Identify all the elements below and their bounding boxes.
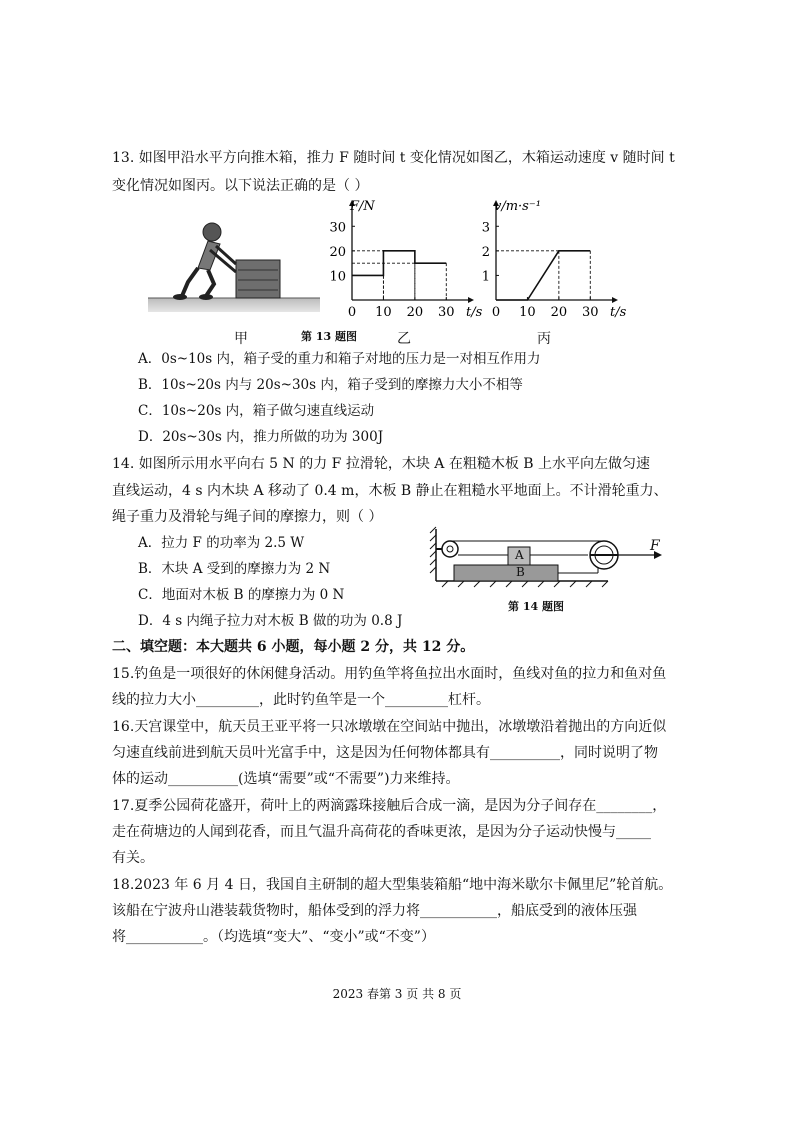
q14-label-force-f: F — [650, 538, 660, 554]
q13-option-a: A．0s~10s 内，箱子受的重力和箱子对地的压力是一对相互作用力 — [138, 351, 541, 367]
q13-chart-yi — [320, 199, 483, 322]
y-tick-label: 30 — [329, 220, 346, 236]
q17-line2: 走在荷塘边的人闻到花香，而且气温升高荷花的香味更浓，是因为分子运动快慢与_____ — [112, 824, 651, 840]
q13-label-yi: 乙 — [397, 331, 411, 347]
x-tick-label: 0 — [347, 305, 357, 320]
q14-option-c: C．地面对木板 B 的摩擦力为 0 N — [138, 587, 345, 603]
y-tick-label: 3 — [481, 220, 490, 236]
q13-label-bing: 丙 — [537, 331, 551, 347]
q13-stem-line2: 变化情况如图丙。以下说法正确的是（ ） — [112, 178, 369, 194]
x-tick-label: 10 — [375, 305, 392, 320]
q14-option-b: B．木块 A 受到的摩擦力为 2 N — [138, 561, 331, 577]
q17-line3: 有关。 — [112, 850, 154, 866]
q14-option-a: A．拉力 F 的功率为 2.5 W — [138, 535, 305, 551]
q14-option-d: D．4 s 内绳子拉力对木板 B 做的功为 0.8 J — [138, 613, 403, 629]
q14-stem-line1: 14. 如图所示用水平向右 5 N 的力 F 拉滑轮，木块 A 在粗糙木板 B 上水平向左做匀速 — [112, 456, 651, 472]
q13-chart-bing — [470, 199, 627, 322]
x-tick-label: 10 — [519, 305, 536, 320]
q16-line1: 16.天宫课堂中，航天员王亚平将一只冰墩墩在空间站中抛出，冰墩墩沿着抛出的方向近似 — [112, 719, 667, 735]
x-tick-label: 0 — [491, 305, 501, 320]
q15-line2: 线的拉力大小_________，此时钓鱼竿是一个_________杠杆。 — [112, 692, 490, 708]
q14-pulley-figure — [428, 525, 668, 593]
x-axis-label: t/s — [466, 305, 483, 320]
y-axis-label: v/m·s⁻¹ — [494, 199, 541, 214]
q18-line3: 将___________。（均选填“变大”、“变小”或“不变”） — [112, 929, 435, 945]
q16-line3: 体的运动__________(选填“需要”或“不需要”)力来维持。 — [112, 771, 460, 787]
y-axis-label: F/N — [350, 199, 375, 214]
series-line — [496, 251, 590, 300]
q13-label-jia: 甲 — [234, 331, 248, 347]
y-tick-label: 2 — [481, 244, 490, 260]
q13-option-c: C．10s~20s 内，箱子做匀速直线运动 — [138, 403, 375, 419]
page-footer: 2023 春第 3 页 共 8 页 — [332, 987, 462, 1001]
q14-stem-line2: 直线运动，4 s 内木块 A 移动了 0.4 m，木板 B 静止在粗糙水平地面上。不计滑轮重力、 — [112, 483, 668, 499]
x-tick-label: 20 — [550, 305, 568, 320]
y-tick-label: 10 — [329, 269, 346, 285]
y-tick-label: 20 — [329, 244, 346, 260]
q16-line2: 匀速直线前进到航天员叶光富手中，这是因为任何物体都具有__________，同时说明了物 — [112, 745, 658, 761]
q13-stem-line1: 13. 如图甲沿水平方向推木箱，推力 F 随时间 t 变化情况如图乙，木箱运动速度 v 随时间 t — [112, 150, 675, 166]
x-tick-label: 30 — [438, 305, 455, 320]
q17-line1: 17.夏季公园荷花盛开，荷叶上的两滴露珠接触后合成一滴，是因为分子间存在________， — [112, 798, 667, 814]
q14-figure-caption: 第 14 题图 — [508, 600, 564, 613]
q13-figure-caption: 第 13 题图 — [301, 330, 357, 343]
x-axis-arrow — [612, 297, 618, 303]
x-axis-label: t/s — [610, 305, 627, 320]
q18-line2: 该船在宁波舟山港装载货物时，船体受到的浮力将___________，船底受到的液体压强 — [112, 903, 637, 919]
q14-label-board-b: B — [516, 565, 525, 579]
x-tick-label: 30 — [582, 305, 599, 320]
q13-option-b: B．10s~20s 内与 20s~30s 内，箱子受到的摩擦力大小不相等 — [138, 377, 523, 393]
x-tick-label: 20 — [406, 305, 424, 320]
y-tick-label: 1 — [481, 269, 490, 285]
q18-line1: 18.2023 年 6 月 4 日，我国自主研制的超大型集装箱船“地中海米歇尔卡佩里尼”轮首航。 — [112, 877, 673, 893]
q14-stem-line3: 绳子重力及滑轮与绳子间的摩擦力，则（ ） — [112, 509, 383, 525]
section-2-heading: 二、填空题：本大题共 6 小题，每小题 2 分，共 12 分。 — [112, 639, 475, 655]
q13-option-d: D．20s~30s 内，推力所做的功为 300J — [138, 429, 384, 445]
q14-label-block-a: A — [515, 548, 524, 562]
q15-line1: 15.钓鱼是一项很好的休闲健身活动。用钓鱼竿将鱼拉出水面时，鱼线对鱼的拉力和鱼对鱼 — [112, 666, 667, 682]
q13-figure-jia — [148, 210, 320, 315]
